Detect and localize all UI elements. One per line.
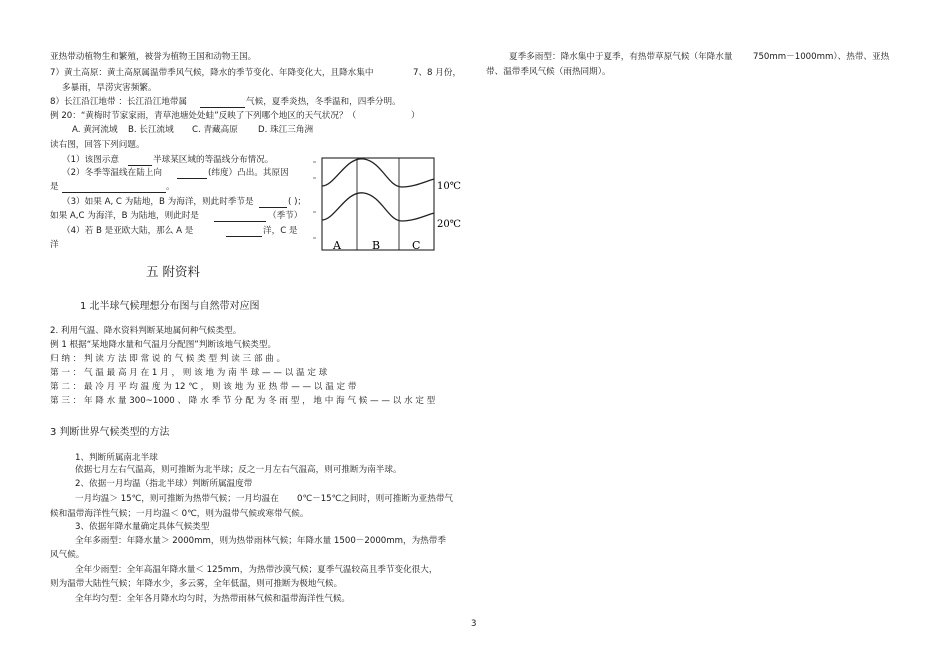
region-b-label: B <box>372 239 381 252</box>
answer-blank <box>62 183 166 193</box>
isotherm-20-line <box>322 193 434 221</box>
text-line: 半球某区域的等温线分布情况。 <box>153 155 274 165</box>
text-line: （季节） <box>268 211 303 221</box>
text-line: 如果 A,C 为海洋，B 为陆地，则此时是 <box>50 211 200 221</box>
text-line: 一月均温＞ 15℃，则可推断为热带气候；一月均温在 <box>75 494 279 504</box>
text-line: 2. 利用气温、降水资料判断某地属何种气候类型。 <box>50 326 242 336</box>
question-4: （4）若 B 是亚欧大陆，那么 A 是 <box>62 226 194 236</box>
answer-blank <box>214 212 266 222</box>
text-line: 全年多雨型：年降水量＞ 2000mm，则为热带雨林气候；年降水量 1500－2000mm，为热带季 <box>75 536 446 546</box>
isotherm-figure <box>310 152 465 259</box>
step-heading: 3、依据年降水量确定具体气候类型 <box>75 522 210 532</box>
text-line: 是 <box>50 182 59 192</box>
text-line: 全年少雨型：全年高温年降水量＜ 125mm，为热带沙漠气候；夏季气温较高且季节变化很大， <box>75 565 438 575</box>
page-number: 3 <box>471 619 477 629</box>
text-line: 7、8 月份， <box>413 68 462 78</box>
option-c: C. 青藏高原 <box>192 125 238 135</box>
text-line: 750mm－1000mm）、热带、亚热 <box>753 52 890 62</box>
answer-blank <box>226 227 262 237</box>
text-line: 0℃－15℃之间时，则可推断为亚热带气 <box>297 494 454 504</box>
text-line: 第 一 ： 气 温 最 高 月 在 1 月 ， 则 该 地 为 南 半 球 — — 以 温 定 球 <box>50 368 328 378</box>
text-line: ） <box>411 111 420 121</box>
text-line: (纬度）凸出。其原因 <box>208 168 289 178</box>
text-line: 。 <box>166 182 175 192</box>
text-line: 候和温带海洋性气候；一月均温＜ 0℃，则为温带气候或寒带气候。 <box>50 509 309 519</box>
text-line: 7）黄土高原：黄土高原属温带季风气候，降水的季节变化、年降变化大，且降水集中 <box>50 68 374 78</box>
text-line: 第 二 ： 最 冷 月 平 均 温 度 为 12 ℃ ， 则 该 地 为 亚 热 带 — — 以 温 定 带 <box>50 382 357 392</box>
region-a-label: A <box>333 239 341 252</box>
region-c-label: C <box>412 239 421 252</box>
isotherm-10-label: 10℃ <box>437 181 461 192</box>
axis-tick-marks <box>313 162 316 238</box>
option-d: D. 珠江三角洲 <box>258 125 314 135</box>
text-line: 第 三 ： 年 降 水 量 300~1000 、 降 水 季 节 分 配 为 冬 雨 型 ， 地 中 海 气 候 — — 以 水 定 型 <box>50 396 436 406</box>
option-b: B. 长江流域 <box>128 125 174 135</box>
text-line: 气候，夏季炎热，冬季温和，四季分明。 <box>246 97 401 107</box>
isotherm-20-label: 20℃ <box>437 219 461 230</box>
figure-frame <box>322 158 434 250</box>
text-line: ( )； <box>288 197 307 207</box>
text-line: 依据七月左右气温高，则可推断为北半球；反之一月左右气温高，则可推断为南半球。 <box>75 465 402 475</box>
text-line: 例 1 根据“某地降水量和气温月分配图”判断该地气候类型。 <box>50 340 277 350</box>
answer-blank <box>200 98 245 108</box>
text-line: 则为温带大陆性气候；年降水少，多云雾，全年低温，则可推断为极地气候。 <box>50 579 343 589</box>
isotherm-10-line <box>322 159 434 187</box>
text-line: 8）长江沿江地带 ：长江沿江地带属 <box>50 97 188 107</box>
section-title: 五 附资料 <box>146 264 200 279</box>
text-line: 风气候。 <box>50 550 85 560</box>
answer-blank <box>259 198 287 208</box>
subsection-title: 1 北半球气候理想分布图与自然带对应图 <box>80 301 260 312</box>
text-line: 夏季多雨型：降水集中于夏季，有热带草原气候（年降水量 <box>509 52 733 62</box>
step-heading: 1、判断所属南北半球 <box>75 453 158 463</box>
step-heading: 2、依据一月均温（指北半球）判断所属温度带 <box>75 479 253 489</box>
answer-blank <box>177 169 207 179</box>
answer-blank <box>128 156 152 166</box>
text-line: 读右图，回答下列问题。 <box>50 140 145 150</box>
text-line: 亚热带动植物生和繁殖，被誉为植物王国和动物王国。 <box>50 52 257 62</box>
question-3: （3）如果 A, C 为陆地，B 为海洋，则此时季节是 <box>62 197 254 207</box>
text-line: 洋，C 是 <box>263 226 298 236</box>
text-line: 全年均匀型：全年各月降水均匀时，为热带雨林气候和温带海洋性气候。 <box>75 594 351 604</box>
question-example-20: 例 20：“黄梅时节家家雨，青草池塘处处蛙”反映了下列哪个地区的天气状况？（ <box>50 111 357 121</box>
option-a: A. 黄河流域 <box>72 125 118 135</box>
text-line: 带、温带季风气候（雨热同期）。 <box>486 67 611 77</box>
text-line: 归 纳 ： 判 读 方 法 即 常 说 的 气 候 类 型 判 读 三 部 曲 。 <box>50 354 286 364</box>
question-2: （2）冬季等温线在陆上向 <box>62 168 162 178</box>
text-line: 洋 <box>50 240 59 250</box>
text-line: 多暴雨，旱涝灾害频繁。 <box>62 83 157 93</box>
subsection-title: 3 判断世界气候类型的方法 <box>50 427 170 438</box>
question-1: （1）该图示意 <box>62 155 120 165</box>
